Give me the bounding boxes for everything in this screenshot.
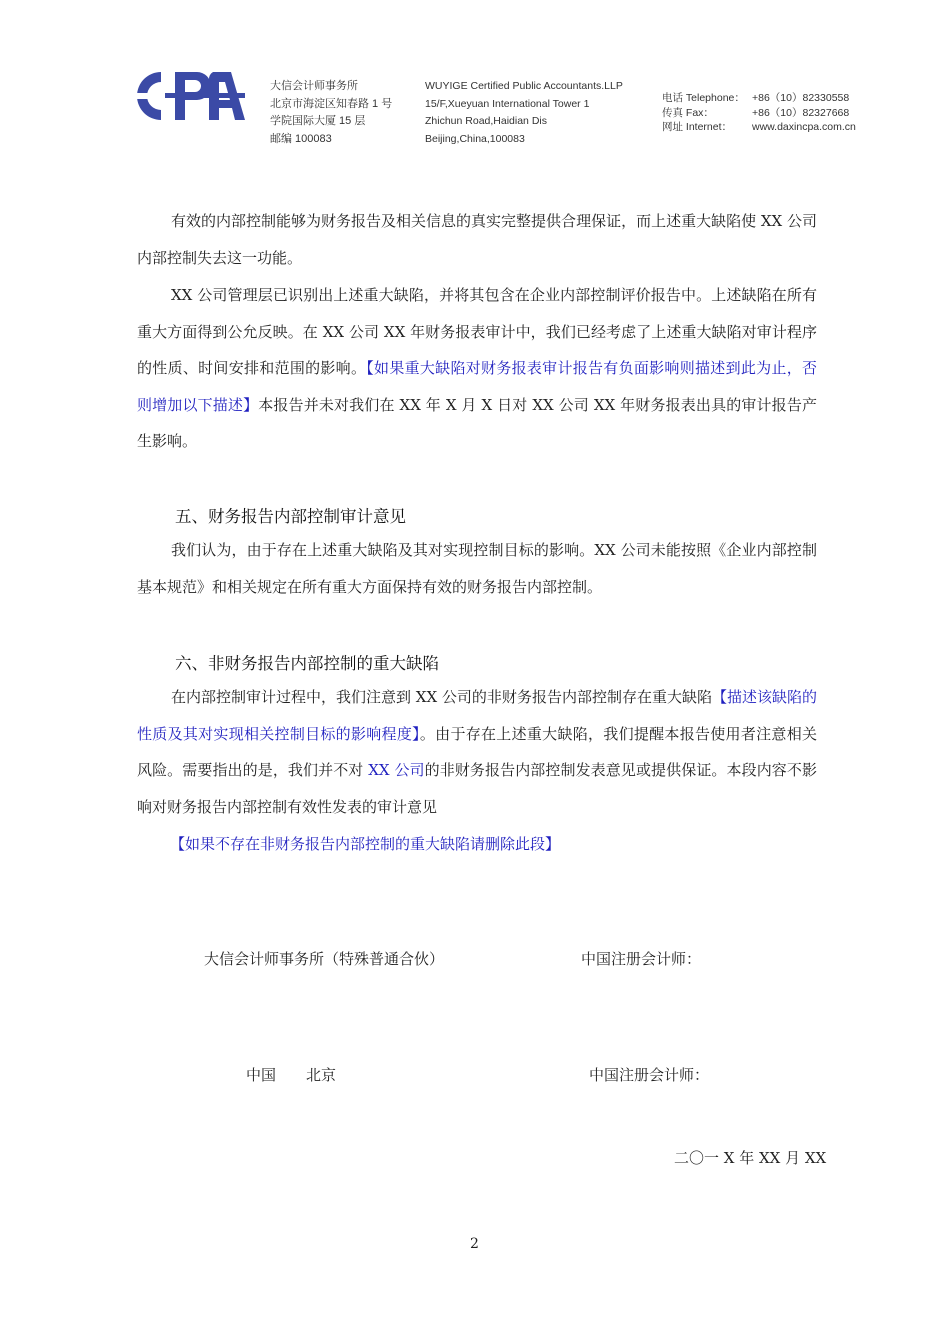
address-line-en-3: Beijing,China,100083 bbox=[425, 132, 525, 145]
contact-info bbox=[662, 91, 856, 135]
paragraph-audit-opinion: 我们认为，由于存在上述重大缺陷及其对实现控制目标的影响。XX 公司未能按照《企业内部控制基本规范》和相关规定在所有重大方面保持有效的财务报告内部控制。 bbox=[137, 541, 817, 596]
cpa-signature-1: 中国注册会计师： bbox=[581, 950, 702, 968]
cpa-logo-icon bbox=[135, 68, 247, 124]
telephone-row bbox=[662, 91, 856, 106]
delete-instruction-note: 【如果不存在非财务报告内部控制的重大缺陷请删除此段】 bbox=[170, 835, 561, 853]
instruction-note: 【如果重大缺陷对财务报表审计报告有负面影响则描述到此为止，否则增加以下描述】 bbox=[137, 359, 817, 414]
firm-address-en bbox=[425, 78, 623, 148]
internet-value: www.daxincpa.com.cn bbox=[752, 121, 856, 133]
firm-name-cn: 大信会计师事务所 bbox=[270, 80, 358, 92]
cpa-signature-2: 中国注册会计师： bbox=[589, 1066, 710, 1084]
internet-label: 网址 Internet： bbox=[662, 121, 733, 133]
fax-row bbox=[662, 106, 856, 121]
page-number: 2 bbox=[470, 1236, 479, 1252]
report-date: 二〇一 X 年 XX 月 XX bbox=[674, 1149, 827, 1167]
fax-value: +86（10）82327668 bbox=[752, 106, 850, 119]
paragraph-non-financial-deficiency bbox=[137, 679, 817, 825]
postcode-cn: 邮编 100083 bbox=[270, 132, 332, 145]
paragraph-text: XX 公司管理层已识别出上述重大缺陷，并将其包含在企业内部控制评价报告中。上述缺陷在所有重大方面得到公允反映。在 XX 公司 XX 年财务报表审计中，我们已经考虑了上述重大缺陷对审计程序的性质、时间安排和范围的影响。 bbox=[137, 286, 817, 377]
paragraph-effectiveness: 有效的内部控制能够为财务报告及相关信息的真实完整提供合理保证，而上述重大缺陷使 XX 公司内部控制失去这一功能。 bbox=[137, 212, 817, 267]
signing-location: 中国 北京 bbox=[246, 1066, 337, 1084]
telephone-label: 电话 Telephone： bbox=[662, 92, 745, 104]
address-line-cn-1: 北京市海淀区知春路 1 号 bbox=[270, 97, 393, 110]
internet-row bbox=[662, 120, 856, 135]
address-line-cn-2: 学院国际大厦 15 层 bbox=[270, 115, 366, 127]
paragraph-management-identified bbox=[137, 277, 817, 460]
firm-address-cn bbox=[270, 78, 392, 148]
section-heading-6: 六、非财务报告内部控制的重大缺陷 bbox=[175, 654, 439, 673]
paragraph-text: 。由于存在上述重大缺陷，我们提醒本报告使用者注意相关风险。需要指出的是，我们并不对 bbox=[137, 724, 817, 779]
telephone-value: +86（10）82330558 bbox=[752, 92, 850, 104]
section-heading-5: 五、财务报告内部控制审计意见 bbox=[175, 507, 406, 526]
firm-logo bbox=[135, 68, 247, 128]
paragraph-text: 在内部控制审计过程中，我们注意到 XX 公司的非财务报告内部控制存在重大缺陷 bbox=[171, 688, 712, 706]
paragraph-text: 的非财务报告内部控制发表意见或提供保证。本段内容不影响对财务报告内部控制有效性发表的审计意见 bbox=[137, 761, 817, 816]
address-line-en-2: Zhichun Road,Haidian Dis bbox=[425, 115, 547, 127]
paragraph-text: 本报告并未对我们在 XX 年 X 月 X 日对 XX 公司 XX 年财务报表出具的审计报告产生影响。 bbox=[137, 395, 817, 450]
signing-firm: 大信会计师事务所（特殊普通合伙） bbox=[204, 950, 445, 968]
fax-label: 传真 Fax： bbox=[662, 106, 714, 119]
instruction-note: 【描述该缺陷的性质及其对实现相关控制目标的影响程度】 bbox=[137, 688, 817, 743]
firm-name-en: WUYIGE Certified Public Accountants.LLP bbox=[425, 80, 623, 92]
company-placeholder: XX 公司 bbox=[368, 761, 425, 779]
address-line-en-1: 15/F,Xueyuan International Tower 1 bbox=[425, 97, 590, 110]
